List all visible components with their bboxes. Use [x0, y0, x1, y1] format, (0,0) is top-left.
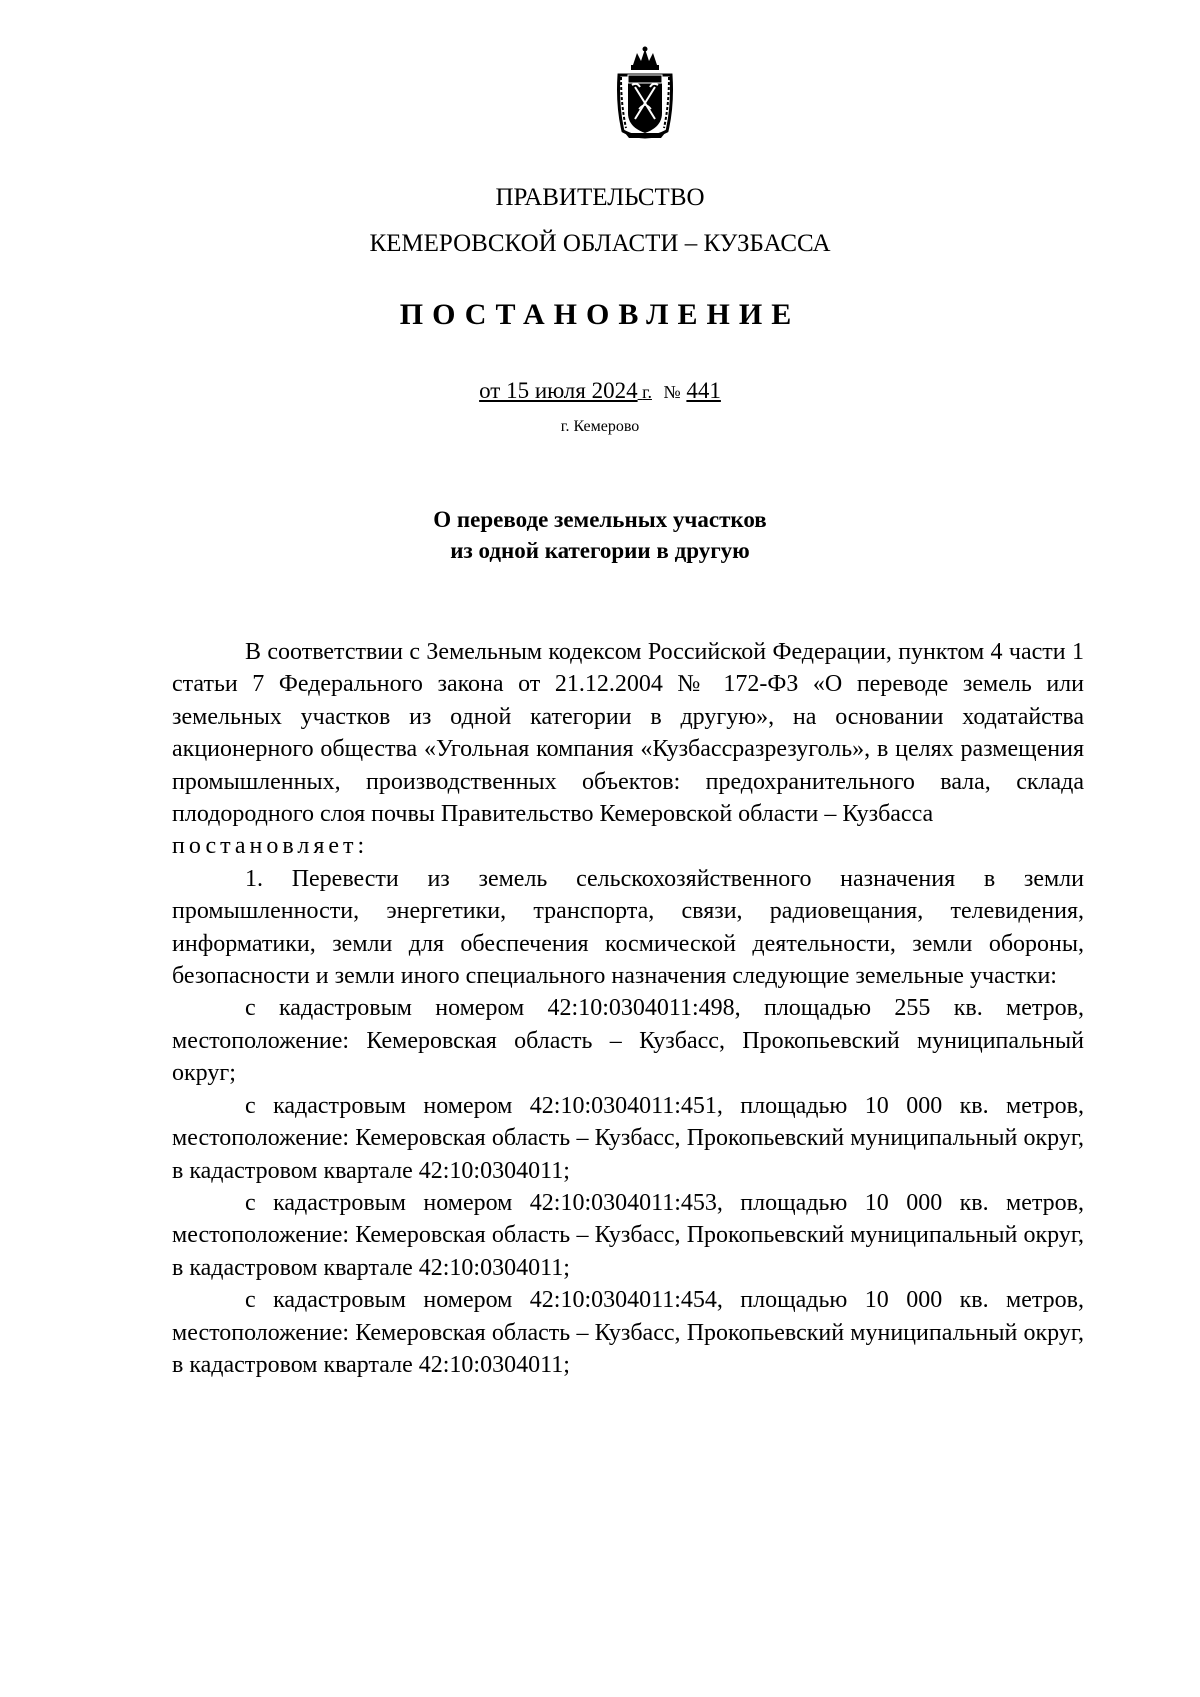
title-line2: из одной категории в другую [450, 538, 750, 563]
preamble-paragraph: В соответствии с Земельным кодексом Российской Федерации, пунктом 4 части 1 статьи 7 Федерального закона от 21.12.2004 № 172-ФЗ «О переводе земель или земельных участков из одной категории в другую», на основании ходатайства акционерного общества «Угольная компания «Кузбассразрезуголь», в целях размещения промышленных, производственных объектов: предохранительного вала, склада плодородного слоя почвы Правительство Кемеровской области – Кузбасса [172, 639, 1084, 828]
document-body [172, 636, 1084, 1381]
number-sign: № [663, 382, 681, 402]
resolves-word: постановляет: [172, 833, 369, 860]
title-line1: О переводе земельных участков [433, 507, 767, 532]
item-1-paragraph: 1. Перевести из земель сельскохозяйственного назначения в земли промышленности, энергетики, транспорта, связи, радиовещания, телевидения, информатики, земли для обеспечения космической деятельности, земли обороны, безопасности и земли иного специального назначения следующие земельные участки: [172, 865, 1084, 990]
issue-city: г. Кемерово [560, 418, 640, 435]
government-name-line2: КЕМЕРОВСКОЙ ОБЛАСТИ – КУЗБАССА [369, 230, 831, 257]
parcel-item: с кадастровым номером 42:10:0304011:498, площадью 255 кв. метров, местоположение: Кемеровская область – Кузбасс, Прокопьевский муниципальный округ; [172, 995, 1084, 1087]
date-number-line [0, 378, 1200, 404]
parcel-item: с кадастровым номером 42:10:0304011:451, площадью 10 000 кв. метров, местоположение: Кемеровская область – Кузбасс, Прокопьевский муниципальный округ, в кадастровом квартале 42:10:0304011; [172, 1092, 1084, 1184]
coat-of-arms-emblem [615, 45, 675, 141]
parcel-item: с кадастровым номером 42:10:0304011:453, площадью 10 000 кв. метров, местоположение: Кемеровская область – Кузбасс, Прокопьевский муниципальный округ, в кадастровом квартале 42:10:0304011; [172, 1189, 1084, 1281]
document-date: от 15 июля 2024 [479, 378, 638, 403]
document-number: 441 [686, 378, 721, 403]
government-name-line1: ПРАВИТЕЛЬСТВО [495, 184, 705, 211]
year-suffix: г. [642, 382, 652, 402]
document-title [0, 504, 1200, 566]
parcel-item: с кадастровым номером 42:10:0304011:454, площадью 10 000 кв. метров, местоположение: Кемеровская область – Кузбасс, Прокопьевский муниципальный округ, в кадастровом квартале 42:10:0304011; [172, 1287, 1084, 1378]
document-type: ПОСТАНОВЛЕНИЕ [399, 298, 801, 331]
